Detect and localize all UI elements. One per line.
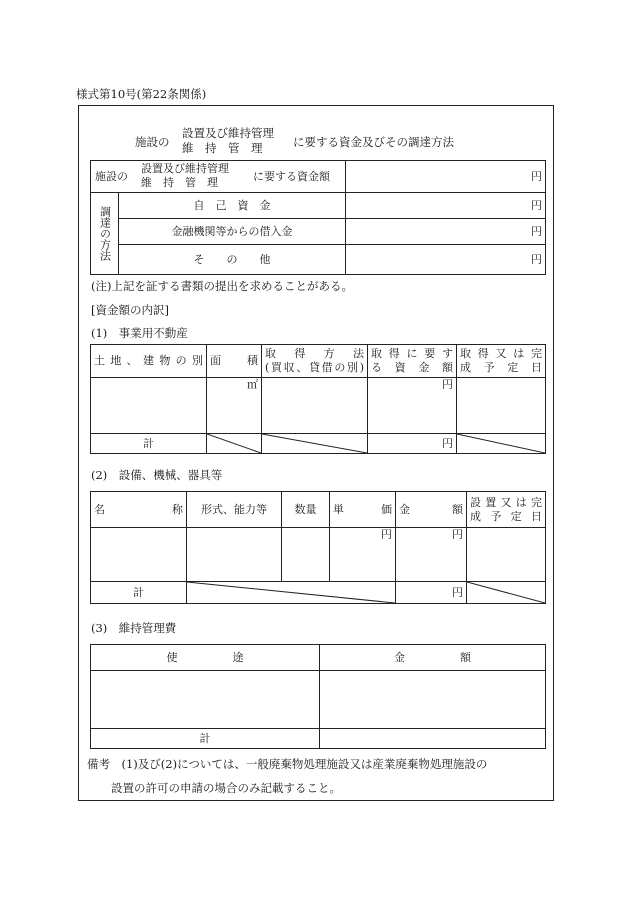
form-title	[79, 126, 555, 160]
remarks-line-1: 備考 (1)及び(2)については、一般廃棄物処理施設又は産業廃棄物処理施設の	[87, 757, 488, 771]
area-cell[interactable]	[207, 378, 262, 434]
header-amount: 金 額	[396, 492, 467, 528]
header-install-date: 設置又は完 成 予 定 日	[467, 492, 546, 528]
acquisition-method-cell[interactable]	[262, 378, 368, 434]
section3-heading: (3) 維持管理費	[91, 621, 177, 635]
yen-unit: 円	[452, 528, 463, 541]
method-loan: 金融機関等からの借入金	[119, 219, 346, 245]
yen-unit: 円	[531, 169, 542, 183]
title-options	[182, 126, 274, 156]
header-name: 名 称	[91, 492, 187, 528]
title-option-2: 維 持 管 理	[182, 141, 263, 155]
area-unit: ㎡	[247, 378, 258, 391]
summary-amount-cell[interactable]	[346, 161, 546, 193]
maintenance-table	[90, 644, 546, 749]
remarks-line-2: 設置の許可の申請の場合のみ記載すること。	[111, 781, 341, 795]
method-other-amount[interactable]	[346, 245, 546, 275]
header-quantity: 数量	[282, 492, 330, 528]
equipment-unit-price-cell[interactable]	[330, 528, 396, 582]
section2-heading: (2) 設備、機械、器具等	[91, 468, 223, 482]
header-land-building: 土地、建物の別	[91, 345, 207, 378]
yen-unit: 円	[442, 436, 453, 450]
header-area: 面 積	[207, 345, 262, 378]
equipment-name-cell[interactable]	[91, 528, 187, 582]
header-unit-price: 単 価	[330, 492, 396, 528]
breakdown-heading: [資金額の内訳]	[91, 303, 169, 317]
real-estate-table	[90, 344, 546, 454]
yen-unit: 円	[442, 378, 453, 391]
summary-label-prefix: 施設の	[95, 170, 128, 183]
maintenance-total-cell[interactable]	[320, 729, 546, 749]
header-acquisition-method: 取 得 方 法 (買収、貸借の別)	[262, 345, 368, 378]
summary-label-options	[141, 162, 229, 190]
summary-label-cell	[91, 161, 346, 193]
diagonal-cell	[207, 434, 262, 454]
title-option-1: 設置及び維持管理	[182, 126, 274, 140]
equipment-amount-cell[interactable]	[396, 528, 467, 582]
method-other: そ の 他	[119, 245, 346, 275]
title-prefix: 施設の	[135, 135, 170, 149]
note-documents: (注)上記を証する書類の提出を求めることがある。	[91, 279, 353, 293]
total-label: 計	[91, 582, 187, 604]
header-completion-date: 取得又は完 成 予 定 日	[457, 345, 546, 378]
yen-unit: 円	[531, 252, 542, 266]
maintenance-amount-cell[interactable]	[320, 671, 546, 729]
yen-unit: 円	[381, 528, 392, 541]
acquisition-cost-cell[interactable]	[368, 378, 457, 434]
method-own-funds: 自 己 資 金	[119, 193, 346, 219]
form-frame	[78, 105, 554, 801]
header-model-capacity: 形式、能力等	[187, 492, 282, 528]
diagonal-cell	[187, 582, 396, 604]
method-loan-amount[interactable]	[346, 219, 546, 245]
summary-option-1: 設置及び維持管理	[141, 162, 229, 175]
section1-heading: (1) 事業用不動産	[91, 326, 188, 340]
summary-option-2: 維 持 管 理	[141, 176, 218, 189]
total-cost-cell[interactable]	[368, 434, 457, 454]
equipment-model-cell[interactable]	[187, 528, 282, 582]
method-label-cell	[91, 193, 119, 275]
land-building-cell[interactable]	[91, 378, 207, 434]
yen-unit: 円	[452, 585, 463, 599]
equipment-total-cell[interactable]	[396, 582, 467, 604]
equipment-date-cell[interactable]	[467, 528, 546, 582]
form-number: 様式第10号(第22条関係)	[76, 87, 207, 101]
method-own-funds-amount[interactable]	[346, 193, 546, 219]
yen-unit: 円	[531, 224, 542, 238]
purpose-cell[interactable]	[91, 671, 320, 729]
equipment-table	[90, 491, 546, 604]
summary-label-suffix: に要する資金額	[253, 170, 330, 183]
diagonal-cell	[262, 434, 368, 454]
total-label: 計	[91, 729, 320, 749]
header-purpose: 使 途	[91, 645, 320, 671]
total-label: 計	[91, 434, 207, 454]
yen-unit: 円	[531, 198, 542, 212]
method-label: 調達の方法	[98, 206, 112, 261]
diagonal-cell	[457, 434, 546, 454]
diagonal-cell	[467, 582, 546, 604]
header-acquisition-cost: 取得に要す る 資 金 額	[368, 345, 457, 378]
header-maintenance-amount: 金 額	[320, 645, 546, 671]
completion-date-cell[interactable]	[457, 378, 546, 434]
title-suffix: に要する資金及びその調達方法	[293, 135, 454, 149]
equipment-quantity-cell[interactable]	[282, 528, 330, 582]
summary-table	[90, 160, 546, 275]
